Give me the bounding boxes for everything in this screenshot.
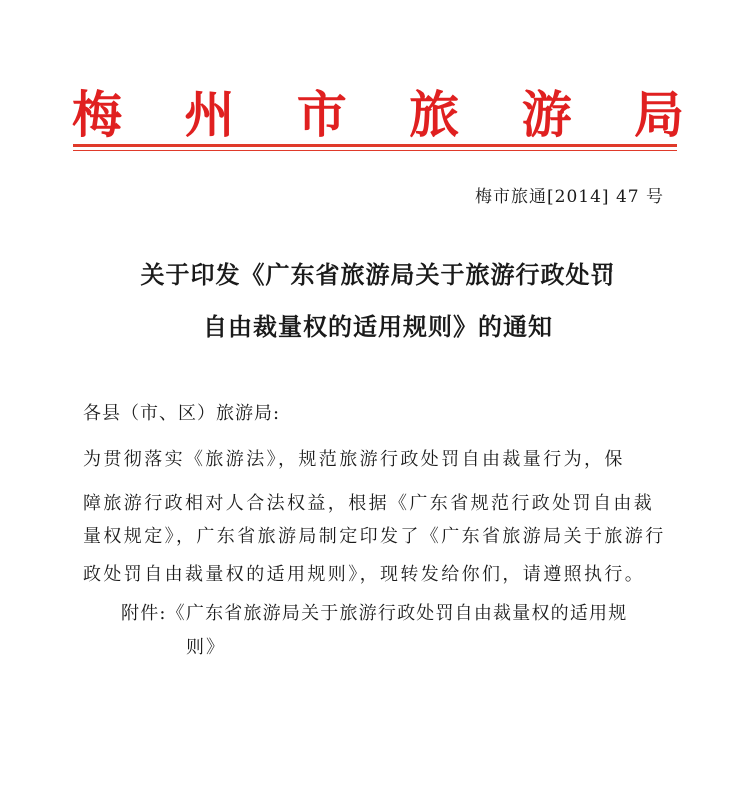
document-number: 梅市旅通[2014] 47 号 bbox=[475, 187, 664, 207]
document-title-line-1: 关于印发《广东省旅游局关于旅游行政处罚 bbox=[140, 261, 616, 289]
red-divider-thick bbox=[73, 144, 677, 147]
issuer-char: 州 bbox=[184, 85, 235, 144]
attachment-line-1: 附件:《广东省旅游局关于旅游行政处罚自由裁量权的适用规 bbox=[121, 603, 628, 624]
document-title-line-2: 自由裁量权的适用规则》的通知 bbox=[203, 313, 553, 341]
issuer-char: 游 bbox=[521, 85, 572, 144]
issuer-header bbox=[72, 84, 684, 146]
issuer-char: 梅 bbox=[72, 85, 122, 144]
body-line: 障旅游行政相对人合法权益，根据《广东省规范行政处罚自由裁 bbox=[83, 493, 655, 514]
red-divider-thin bbox=[73, 150, 677, 151]
body-line: 为贯彻落实《旅游法》，规范旅游行政处罚自由裁量行为，保 bbox=[83, 449, 625, 470]
body-line: 量权规定》，广东省旅游局制定印发了《广东省旅游局关于旅游行 bbox=[83, 526, 666, 547]
issuer-char: 局 bbox=[633, 85, 684, 144]
body-line: 政处罚自由裁量权的适用规则》，现转发给你们，请遵照执行。 bbox=[83, 564, 646, 585]
issuer-char: 旅 bbox=[409, 85, 460, 144]
attachment-line-2: 则》 bbox=[186, 637, 226, 658]
issuer-char: 市 bbox=[296, 85, 347, 144]
addressee: 各县（市、区）旅游局: bbox=[83, 403, 281, 424]
